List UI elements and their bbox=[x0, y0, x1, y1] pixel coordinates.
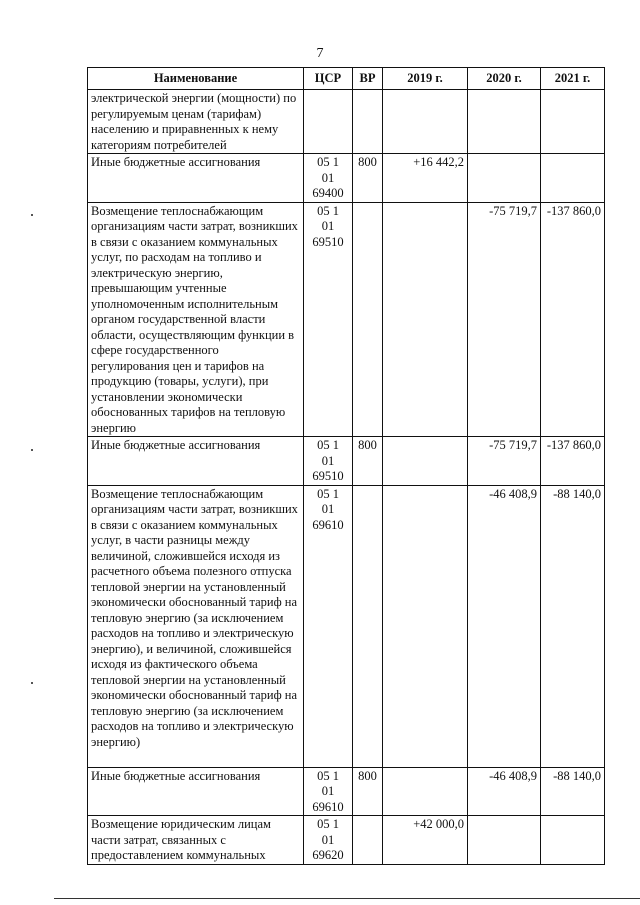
row-name: Возмещение теплоснабжающим организациям части затрат, возникших в связи с оказанием коммунальных услуг, по расходам на топливо и электрическую энергию, превышающим учтенные уполномоченным исполнительным органом государственной власти области, осуществляющим функции в сфере государственного регулирования цен и тарифов на продукцию (товары, услуги), при установлении экономически обоснованных тарифов на тепловую энергию bbox=[88, 202, 304, 437]
header-csr: ЦСР bbox=[304, 68, 353, 90]
row-2021: -88 140,0 bbox=[541, 485, 605, 767]
row-2020: -75 719,7 bbox=[468, 202, 541, 437]
row-csr: 05 1 01 69620 bbox=[304, 816, 353, 865]
header-vr: ВР bbox=[353, 68, 383, 90]
row-name: Иные бюджетные ассигнования bbox=[88, 437, 304, 486]
header-2021: 2021 г. bbox=[541, 68, 605, 90]
row-2019 bbox=[383, 202, 468, 437]
header-2019: 2019 г. bbox=[383, 68, 468, 90]
row-csr bbox=[304, 90, 353, 154]
row-csr: 05 1 01 69510 bbox=[304, 437, 353, 486]
row-vr bbox=[353, 816, 383, 865]
row-name: электрической энергии (мощности) по регулируемым ценам (тарифам) населению и приравненных к нему категориям потребителей bbox=[88, 90, 304, 154]
row-2021: -137 860,0 bbox=[541, 437, 605, 486]
row-2019 bbox=[383, 767, 468, 816]
table-row bbox=[88, 767, 605, 816]
margin-mark-3 bbox=[31, 682, 33, 684]
row-2021 bbox=[541, 154, 605, 203]
margin-mark-1 bbox=[31, 214, 33, 216]
row-2021: -137 860,0 bbox=[541, 202, 605, 437]
row-2020: -46 408,9 bbox=[468, 485, 541, 767]
row-csr: 05 1 01 69610 bbox=[304, 767, 353, 816]
row-2021 bbox=[541, 90, 605, 154]
row-2019 bbox=[383, 437, 468, 486]
row-csr: 05 1 01 69400 bbox=[304, 154, 353, 203]
row-2019 bbox=[383, 90, 468, 154]
table-row bbox=[88, 816, 605, 865]
row-csr: 05 1 01 69610 bbox=[304, 485, 353, 767]
row-vr: 800 bbox=[353, 767, 383, 816]
row-name: Возмещение теплоснабжающим организациям части затрат, возникших в связи с оказанием коммунальных услуг, в части разницы между величиной, сложившейся исходя из расчетного объема полезного отпуска тепловой энергии на установленный экономически обоснованный тариф на тепловую энергию (за исключением расходов на топливо и электрическую энергию), и величиной, сложившейся исходя из фактического объема тепловой энергии на установленный экономически обоснованный тариф на тепловую энергию (за исключением расходов на топливо и электрическую энергию) bbox=[88, 485, 304, 767]
row-vr: 800 bbox=[353, 437, 383, 486]
row-name: Возмещение юридическим лицам части затрат, связанных с предоставлением коммунальных bbox=[88, 816, 304, 865]
table-row bbox=[88, 202, 605, 437]
header-name: Наименование bbox=[88, 68, 304, 90]
row-vr bbox=[353, 485, 383, 767]
row-2020 bbox=[468, 816, 541, 865]
header-2020: 2020 г. bbox=[468, 68, 541, 90]
row-2019: +42 000,0 bbox=[383, 816, 468, 865]
row-2020: -75 719,7 bbox=[468, 437, 541, 486]
row-vr bbox=[353, 90, 383, 154]
row-vr: 800 bbox=[353, 154, 383, 203]
row-csr: 05 1 01 69510 bbox=[304, 202, 353, 437]
row-2019: +16 442,2 bbox=[383, 154, 468, 203]
table-row bbox=[88, 90, 605, 154]
table-row bbox=[88, 437, 605, 486]
row-2021: -88 140,0 bbox=[541, 767, 605, 816]
row-2020 bbox=[468, 154, 541, 203]
row-name: Иные бюджетные ассигнования bbox=[88, 767, 304, 816]
row-vr bbox=[353, 202, 383, 437]
budget-table bbox=[87, 67, 605, 865]
row-name: Иные бюджетные ассигнования bbox=[88, 154, 304, 203]
table-header-row bbox=[88, 68, 605, 90]
row-2020: -46 408,9 bbox=[468, 767, 541, 816]
row-2020 bbox=[468, 90, 541, 154]
page-bottom-edge bbox=[54, 898, 640, 899]
table-row bbox=[88, 485, 605, 767]
row-2021 bbox=[541, 816, 605, 865]
table-row bbox=[88, 154, 605, 203]
page-number: 7 bbox=[316, 46, 324, 61]
row-2019 bbox=[383, 485, 468, 767]
margin-mark-2 bbox=[31, 449, 33, 451]
